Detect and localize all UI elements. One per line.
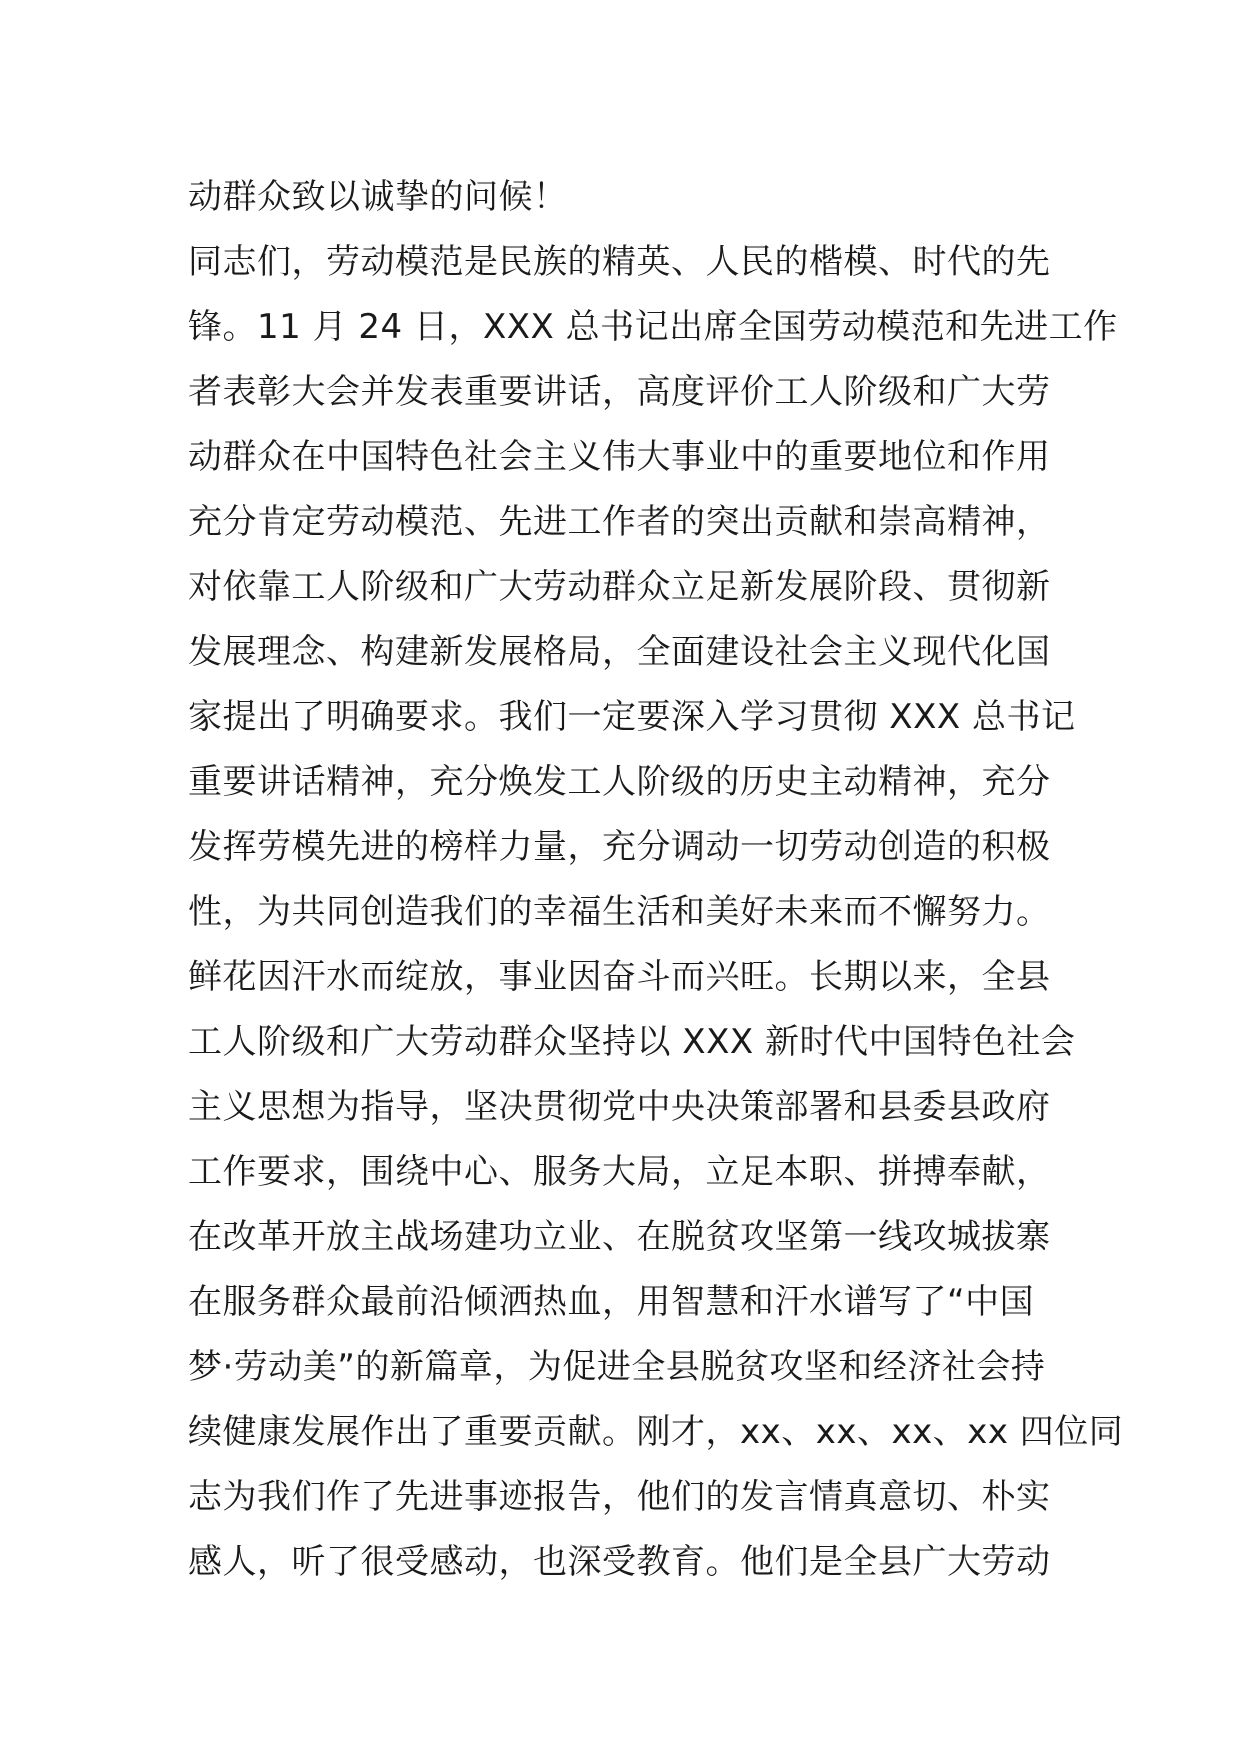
text-line: 发挥劳模先进的榜样力量，充分调动一切劳动创造的积极 xyxy=(188,827,1051,867)
text-line: 工人阶级和广大劳动群众坚持以 XXX 新时代中国特色社会 xyxy=(188,1022,1076,1062)
text-line: 性，为共同创造我们的幸福生活和美好未来而不懈努力。 xyxy=(188,892,1051,932)
text-line: 主义思想为指导，坚决贯彻党中央决策部署和县委县政府 xyxy=(188,1087,1051,1127)
text-line: 充分肯定劳动模范、先进工作者的突出贡献和崇高精神， xyxy=(188,502,1051,542)
text-line: 家提出了明确要求。我们一定要深入学习贯彻 XXX 总书记 xyxy=(188,697,1076,737)
text-line: 在服务群众最前沿倾洒热血，用智慧和汗水谱写了“中国 xyxy=(188,1282,1035,1322)
text-line: 鲜花因汗水而绽放，事业因奋斗而兴旺。长期以来，全县 xyxy=(188,957,1051,997)
text-line: 动群众致以诚挚的问候！ xyxy=(188,177,568,217)
text-line: 发展理念、构建新发展格局，全面建设社会主义现代化国 xyxy=(188,632,1051,672)
text-line: 动群众在中国特色社会主义伟大事业中的重要地位和作用 xyxy=(188,437,1051,477)
body-text xyxy=(188,165,1124,1595)
text-line: 梦·劳动美”的新篇章，为促进全县脱贫攻坚和经济社会持 xyxy=(188,1347,1046,1387)
text-line: 对依靠工人阶级和广大劳动群众立足新发展阶段、贯彻新 xyxy=(188,567,1051,607)
text-line: 重要讲话精神，充分焕发工人阶级的历史主动精神，充分 xyxy=(188,762,1051,802)
text-line: 同志们，劳动模范是民族的精英、人民的楷模、时代的先 xyxy=(188,242,1051,282)
text-line: 者表彰大会并发表重要讲话，高度评价工人阶级和广大劳 xyxy=(188,372,1051,412)
text-line: 在改革开放主战场建功立业、在脱贫攻坚第一线攻城拔寨 xyxy=(188,1217,1051,1257)
text-line: 感人，听了很受感动，也深受教育。他们是全县广大劳动 xyxy=(188,1542,1051,1582)
text-line: 锋。11 月 24 日，XXX 总书记出席全国劳动模范和先进工作 xyxy=(188,307,1118,347)
text-line: 工作要求，围绕中心、服务大局，立足本职、拼搏奉献， xyxy=(188,1152,1051,1192)
text-line: 志为我们作了先进事迹报告，他们的发言情真意切、朴实 xyxy=(188,1477,1051,1517)
text-line: 续健康发展作出了重要贡献。刚才，xx、xx、xx、xx 四位同 xyxy=(188,1412,1124,1452)
